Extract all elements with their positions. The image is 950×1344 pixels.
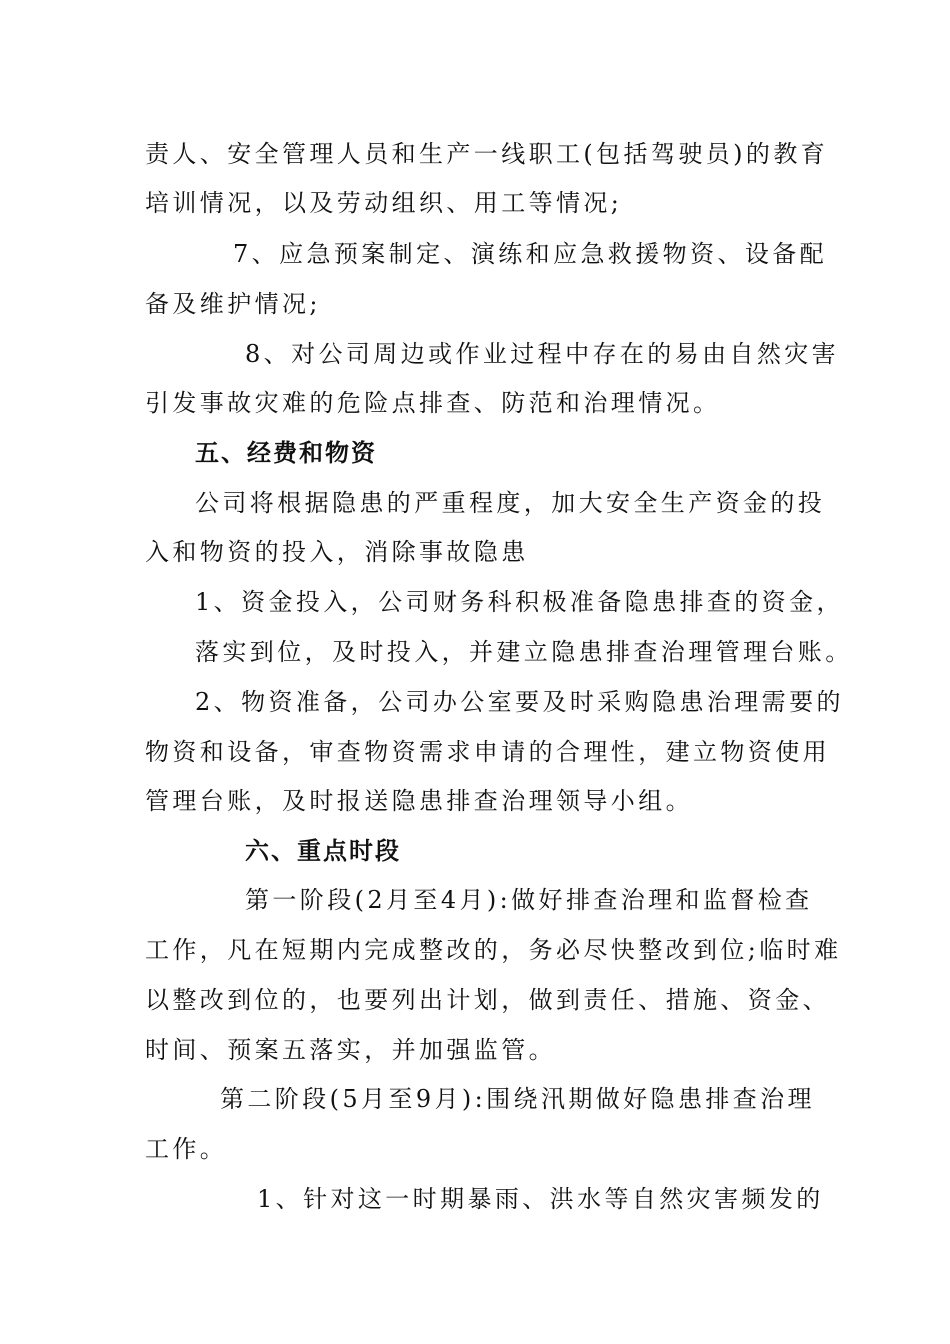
text-line: 7、应急预案制定、演练和应急救援物资、设备配 (233, 240, 828, 268)
text-line: 8、对公司周边或作业过程中存在的易由自然灾害 (245, 340, 840, 368)
text-line: 2、物资准备，公司办公室要及时采购隐患治理需要的 (195, 688, 844, 716)
text-line: 落实到位，及时投入，并建立隐患排查治理管理台账。 (195, 638, 853, 666)
text-line: 1、针对这一时期暴雨、洪水等自然灾害频发的 (257, 1185, 824, 1213)
text-line: 公司将根据隐患的严重程度，加大安全生产资金的投 (195, 489, 826, 517)
text-line: 工作，凡在短期内完成整改的，务必尽快整改到位;临时难 (145, 936, 842, 964)
text-line: 责人、安全管理人员和生产一线职工(包括驾驶员)的教育 (145, 140, 829, 168)
text-line: 第一阶段(2月至4月):做好排查治理和监督检查 (245, 886, 813, 914)
text-line: 时间、预案五落实，并加强监管。 (145, 1036, 556, 1064)
section-heading: 五、经费和物资 (195, 439, 377, 467)
text-line: 备及维护情况; (145, 290, 321, 318)
text-line: 物资和设备，审查物资需求申请的合理性，建立物资使用 (145, 738, 830, 766)
text-line: 管理台账，及时报送隐患排查治理领导小组。 (145, 787, 693, 815)
section-heading: 六、重点时段 (245, 837, 401, 865)
text-line: 工作。 (145, 1135, 228, 1163)
text-line: 1、资金投入，公司财务科积极准备隐患排查的资金， (195, 588, 844, 616)
text-line: 培训情况，以及劳动组织、用工等情况; (145, 189, 623, 217)
text-line: 以整改到位的，也要列出计划，做到责任、措施、资金、 (145, 986, 830, 1014)
text-line: 第二阶段(5月至9月):围绕汛期做好隐患排查治理 (220, 1085, 815, 1113)
text-line: 引发事故灾难的危险点排查、防范和治理情况。 (145, 389, 721, 417)
text-line: 入和物资的投入，消除事故隐患 (145, 538, 529, 566)
